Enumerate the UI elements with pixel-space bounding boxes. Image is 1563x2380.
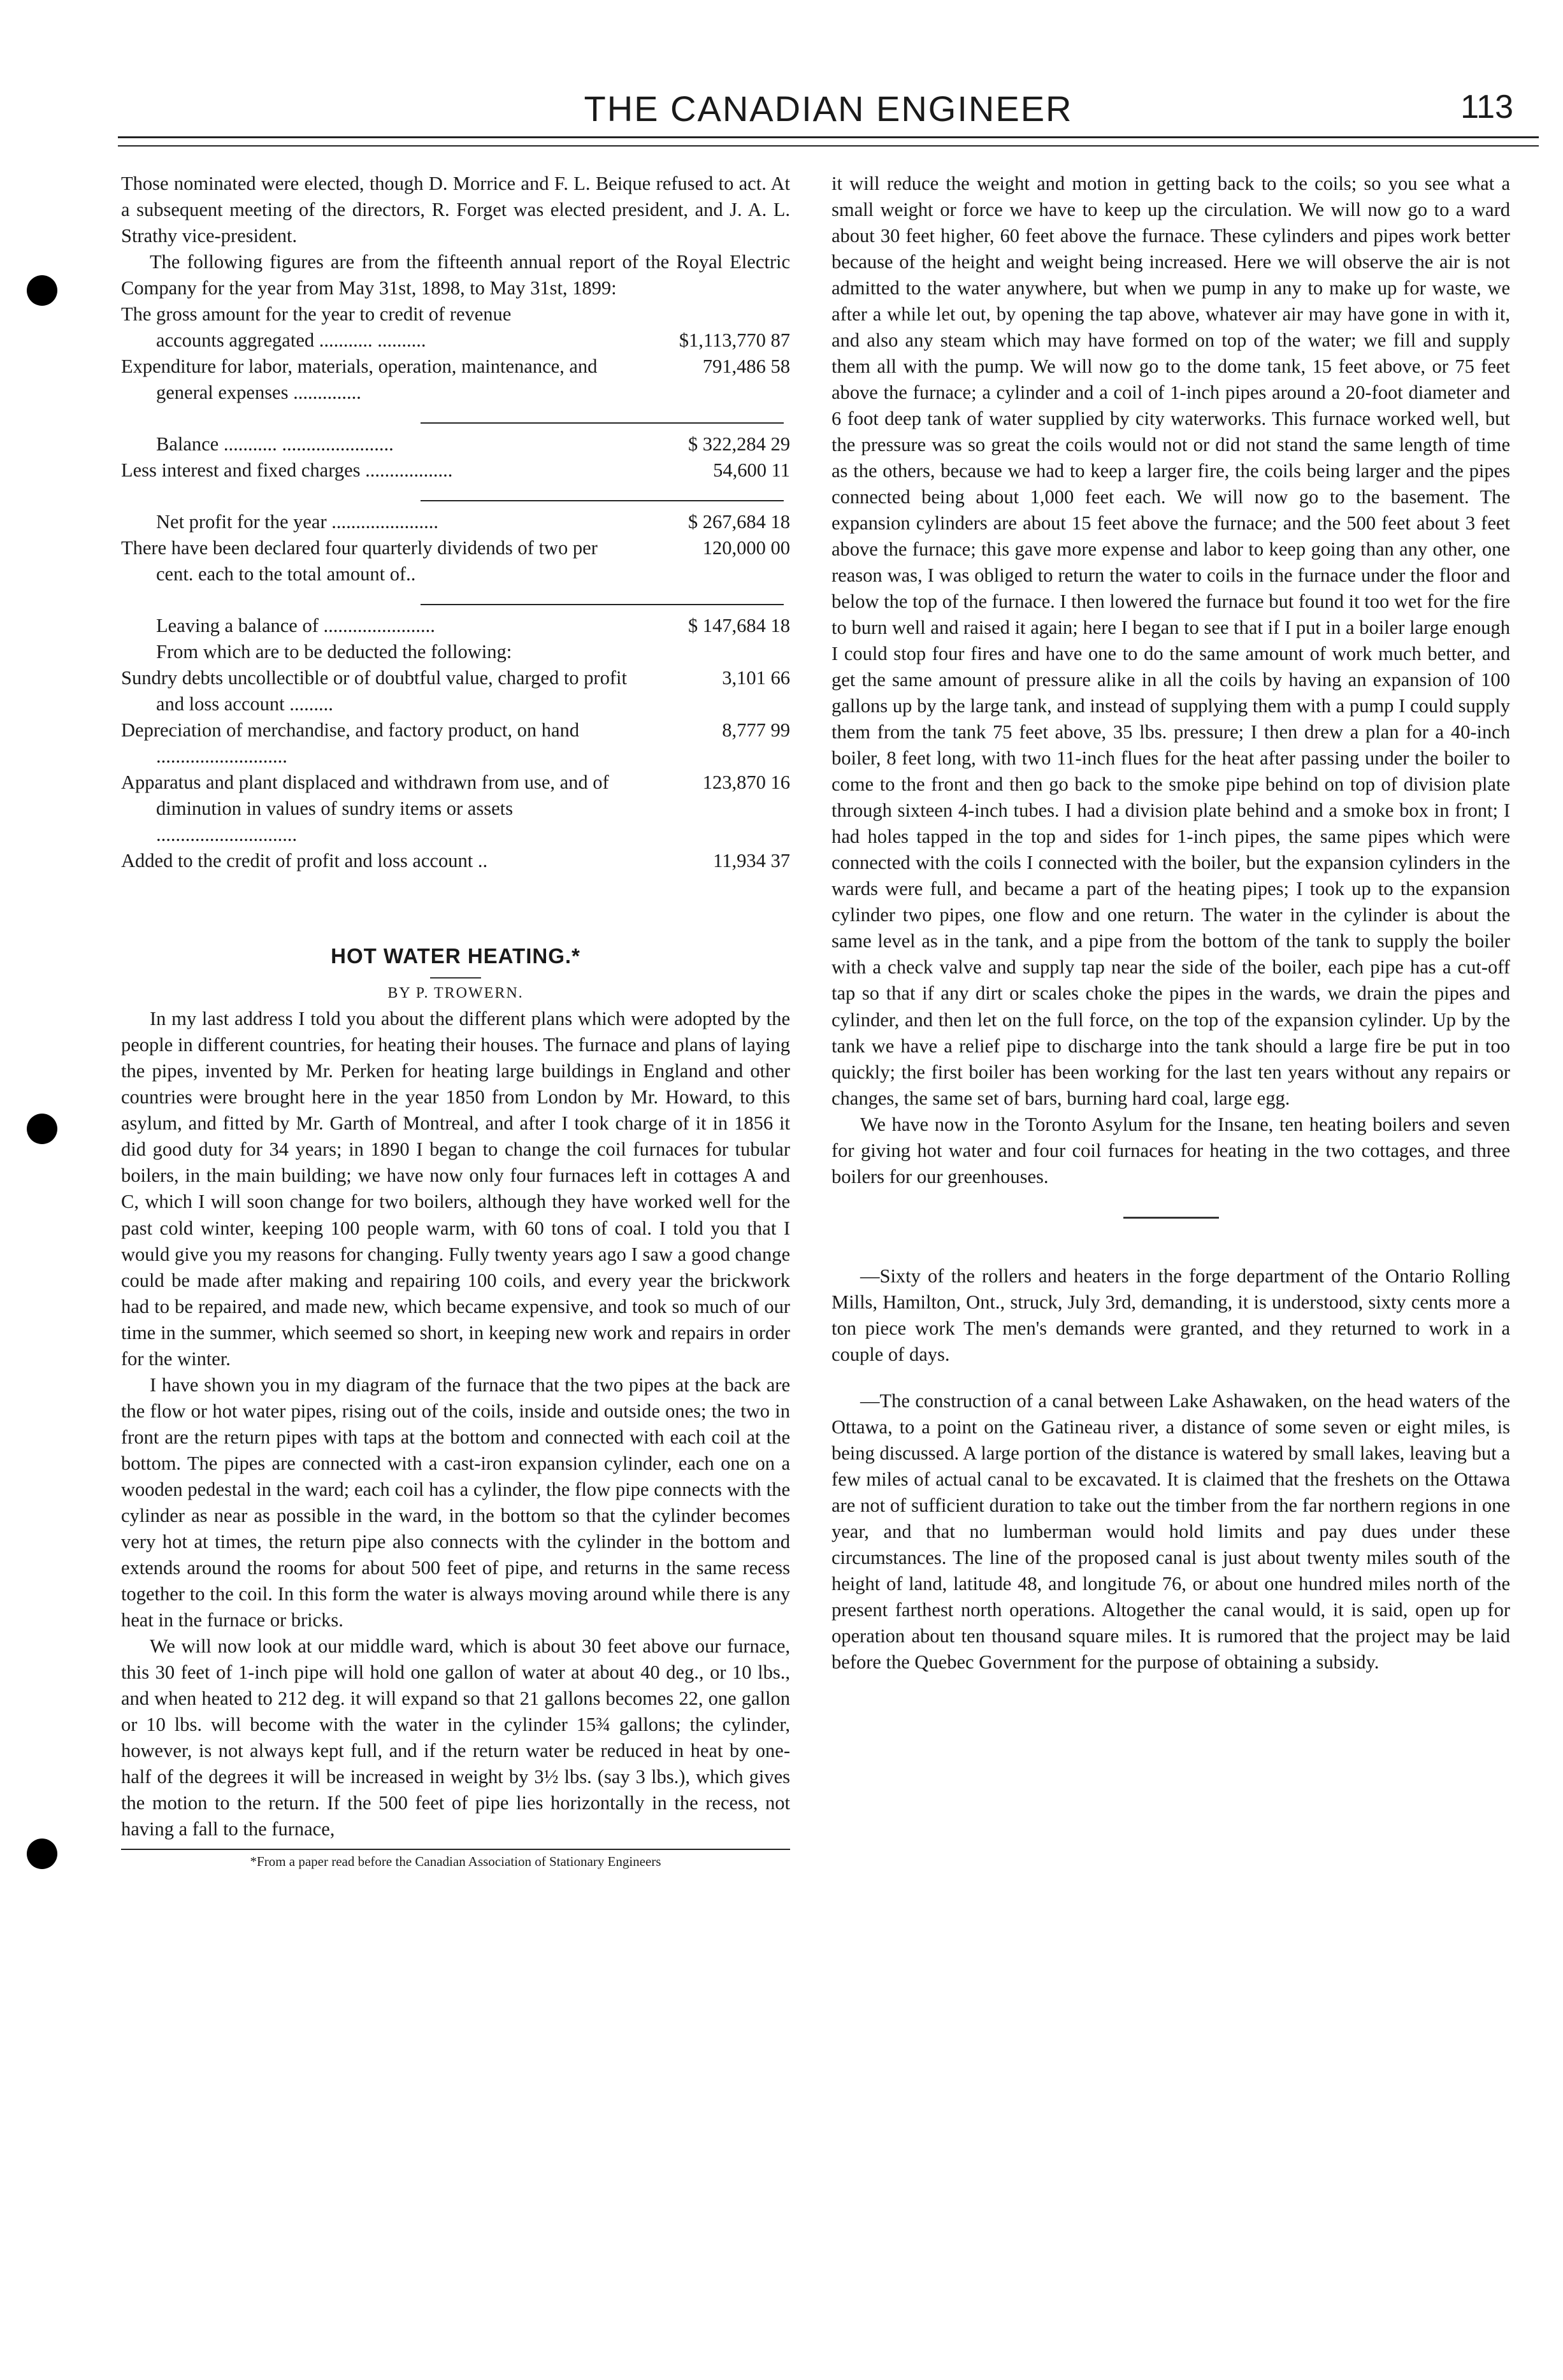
news-item: —Sixty of the rollers and heaters in the forge department of the Ontario Rolling Mills, Hamilton, Ont., struck, July 3rd, demanding, it is understood, sixty cents more a ton piece work The men's demands were granted, and they returned to work in a couple of days. [832,1265,1510,1365]
fin-row-accounts: accounts aggregated ........... .......... $1,113,770 87 [156,329,790,352]
sum-rule [421,604,784,605]
article-paragraph: We have now in the Toronto Asylum for the Insane, ten heating boilers and seven for giving hot water and four coil furnaces for heating in the two cottages, and three boilers for our greenhouses. [832,1113,1510,1187]
sum-rule [421,500,784,501]
footnote: *From a paper read before the Canadian Association of Stationary Engineers [250,1853,661,1869]
fin-row-added: Added to the credit of profit and loss account .. 11,934 37 [121,850,790,872]
fin-row-interest: Less interest and fixed charges .................. 54,600 11 [121,459,790,482]
right-column [832,171,1510,1675]
section-separator [1123,1217,1219,1219]
binding-hole [27,1114,57,1144]
fin-row-apparatus: Apparatus and plant displaced and withdrawn from use, and of diminution in values of sundry items or assets ............................. 123,870 16 [121,771,790,846]
sum-rule [421,422,784,424]
intro-paragraph: The following figures are from the fifteenth annual report of the Royal Electric Company for the year from May 31st, 1898, to May 31st, 1899: [121,251,790,299]
title-rule [430,977,481,979]
footnote-rule [121,1849,790,1850]
article-title: HOT WATER HEATING.* [331,944,580,968]
header-rule [118,136,1539,138]
news-item: —The construction of a canal between Lake Ashawaken, on the head waters of the Ottawa, to a point on the Gatineau river, a distance of some seven or eight miles, is being discussed. A large portion of the distance is watered by small lakes, leaving but a few miles of actual canal to be excavated. It is claimed that the freshets on the Ottawa are not of sufficient duration to take out the timber from the far northern regions in one year, and that no lumberman would hold limits and pay dues under these circumstances. The line of the proposed canal is just about twenty miles south of the height of land, latitude 48, and longitude 76, or about one hundred miles north of the present farthest north operations. Altogether the canal would, it is said, open up for operation about ten thousand square miles. It is rumored that the project may be laid before the Quebec Government for the purpose of obtaining a subsidy. [832,1389,1510,1673]
fin-row-depreciation: Depreciation of merchandise, and factory product, on hand ........................... 8,777 99 [121,719,790,768]
fin-row-deducted: From which are to be deducted the following: [156,641,512,663]
fin-row-dividends: There have been declared four quarterly dividends of two per cent. each to the total amount of.. 120,000 00 [121,537,790,585]
article-paragraph: We will now look at our middle ward, which is about 30 feet above our furnace, this 30 feet of 1-inch pipe will hold one gallon of water at about 40 deg., or 10 lbs., and when heated to 212 deg. it will expand so that 21 gallons becomes 22, one gallon or 10 lbs. will become with the water in the cylinder 15¾ gallons; the cylinder, however, is not always kept full, and if the return water be reduced in heat by one-half of the degrees it will be increased in weight by 3½ lbs. (say 3 lbs.), which gives the motion to the return. If the 500 feet of pipe lies horizontally in the recess, not having a fall to the furnace, [121,1635,790,1840]
page-header [118,88,1539,133]
left-column [121,171,790,1870]
fin-row-leaving: Leaving a balance of ....................... $ 147,684 18 [156,615,790,637]
page-number: 113 [1460,89,1513,125]
header-rule-double [118,145,1539,147]
financial-statement [121,301,790,874]
intro-paragraph: Those nominated were elected, though D. Morrice and F. L. Beique refused to act. At a subsequent meeting of the directors, R. Forget was elected president, and J. A. L. Strathy vice-president. [121,173,790,247]
article-paragraph: it will reduce the weight and motion in getting back to the coils; so you see what a small weight or force we have to keep up the circulation. We will now go to a ward about 30 feet higher, 60 feet above the furnace. These cylinders and pipes work better because of the height and weight being increased. Here we will observe the air is not admitted to the water anywhere, but when we pump in any to make up for waste, we after a while let out, by opening the tap above, whatever air may have gone in with it, and also any steam which may have formed on top of the water; we fill and supply them all with the pump. We will now go to the dome tank, 15 feet above, or 75 feet above the furnace; a cylinder and a coil of 1-inch pipes around a 20-foot diameter and 6 foot deep tank of water supplied by city waterworks. This furnace worked well, but the pressure was so great the coils would not or did not stand the same length of time as the others, because we had to keep a larger fire, the coils being larger and the pipes connected being about 1,000 feet each. We will now go to the basement. The expansion cylinders are about 15 feet above the furnace; and the 500 feet about 3 feet above the furnace; this gave more expense and labor to keep going than any other, one reason was, I was obliged to return the water to coils in the furnace under the floor and below the top of the furnace. I then lowered the furnace but found it too wet for the fire to burn well and raised it again; here I began to see that if I put in a boiler large enough I could stop four fires and have one to do the same amount of work much better, and get the same amount of pressure alike in all the coils by having an expansion of 100 gallons up by the large tank, and instead of supplying them with a pump I could supply them from the tank 75 feet above, 35 lbs. pressure; I then drew a plan for a 40-inch boiler, 8 feet long, with two 11-inch flues for the heat after passing under the boiler to come to the front and then go back to the smoke pipe behind on top of division plate through sixteen 4-inch tubes. I had a division plate behind and a smoke box in front; I had holes tapped in the top and sides for 1-inch pipes, the same pipes which were connected with the coils I connected with the boiler, but the expansion cylinders in the wards were full, and became a part of the heating pipes; I took up to the expansion cylinder two pipes, one flow and one return. The water in the cylinder is about the same level as in the tank, and a pipe from the bottom of the tank to supply the boiler with a check valve and supply tap near the side of the boiler, each pipe has a cut-off tap so that if any dirt or scales choke the pipes in the wards, we drain the pipes and cylinder, and then let on the full force, on the top of the expansion cylinder. Up by the tank we have a relief pipe to discharge into the tank should a large fire be put in too quickly; the first boiler has been working for the last ten years without any repairs or changes, the same set of bars, burning hard coal, large egg. [832,173,1510,1109]
fin-row-sundry: Sundry debts uncollectible or of doubtful value, charged to profit and loss account ......... 3,101 66 [121,667,790,715]
fin-gross-lead: The gross amount for the year to credit of revenue [121,303,512,326]
fin-row-balance: Balance ........... ....................... $ 322,284 29 [156,433,790,455]
article-paragraph: I have shown you in my diagram of the furnace that the two pipes at the back are the flow or hot water pipes, rising out of the coils, inside and outside ones; the two in front are the return pipes with taps at the bottom and connected with each coil at the bottom. The pipes are connected with a cast-iron expansion cylinder, each one on a wooden pedestal in the ward; each coil has a cylinder, the flow pipe connects with the cylinder as near as possible in the ward, in the bottom so that the cylinder becomes very hot at times, the return pipe also connects with the cylinder in the bottom and extends around the rooms for about 500 feet of pipe, and returns in the same recess together to the coil. In this form the water is always moving around while there is any heat in the furnace or bricks. [121,1373,790,1631]
article-byline: BY P. TROWERN. [387,985,524,1002]
article-paragraph: In my last address I told you about the different plans which were adopted by the people in different countries, for heating their houses. The furnace and plans of laying the pipes, invented by Mr. Perken for heating large buildings in England and other countries were brought here in the year 1850 from London by Mr. Howard, to this asylum, and fitted by Mr. Garth of Montreal, and after I took charge of it in 1856 it did good duty for 34 years; in 1890 I began to change the coil furnaces for tubular boilers, in the main building; we have now only four furnaces left in cottages A and C, which I will soon change for two boilers, although they have worked well for the past cold winter, keeping 100 people warm, with 60 tons of coal. I told you that I would give you my reasons for changing. Fully twenty years ago I saw a good change could be made after making and repairing 100 coils, and every year the brickwork had to be repaired, and made new, which became expensive, and took so much of our time in the summer, which seemed so short, in keeping new work and repairs in order for the winter. [121,1008,790,1370]
fin-row-expenditure: Expenditure for labor, materials, operation, maintenance, and general expenses .............. 791,486 58 [121,355,790,404]
binding-hole [27,1839,57,1869]
journal-title: THE CANADIAN ENGINEER [584,89,1073,129]
binding-hole [27,275,57,306]
fin-row-net-profit: Net profit for the year ...................... $ 267,684 18 [156,511,790,533]
